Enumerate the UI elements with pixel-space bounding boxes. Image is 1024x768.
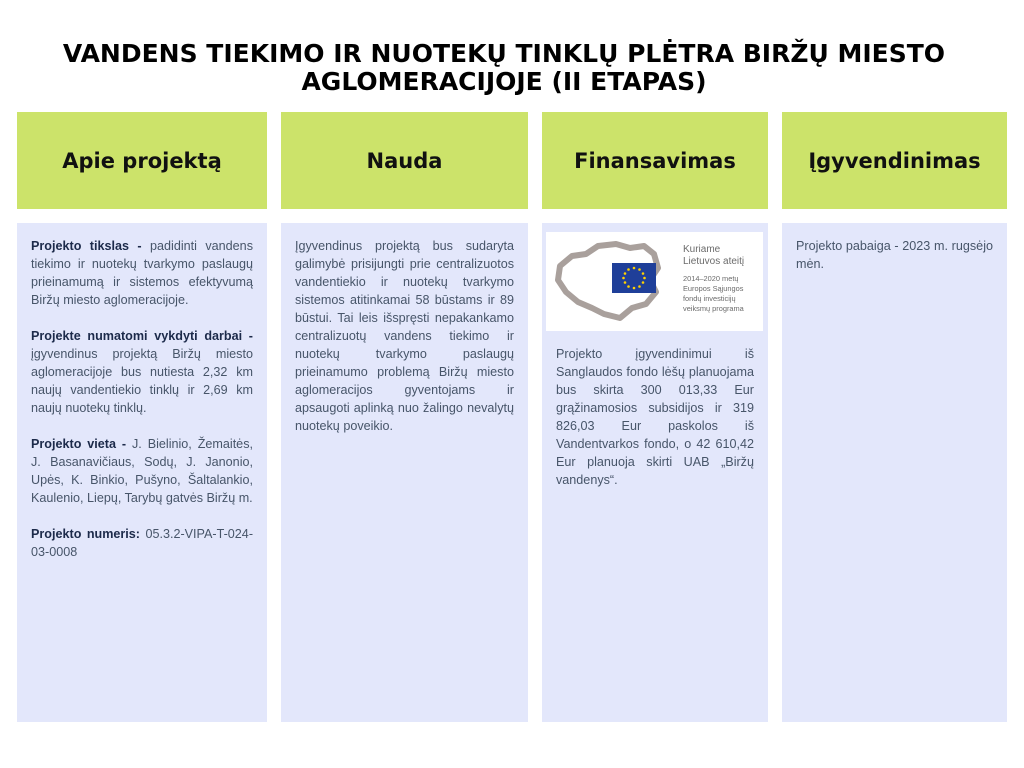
eu-funds-logo-text (683, 244, 744, 314)
project-number-paragraph (31, 525, 253, 561)
project-goal-label: Projekto tikslas - (31, 239, 142, 253)
project-works-paragraph (31, 327, 253, 417)
logo-line3: 2014–2020 metų (683, 274, 739, 283)
project-location-paragraph (31, 435, 253, 507)
project-works-text: įgyvendinus projektą Biržų miesto aglomeracijoje bus nutiesta 2,32 km naujų vandentiekio tinklų ir 2,69 km naujų nuotekų tinklų. (31, 347, 253, 415)
logo-line2: Lietuvos ateitį (683, 256, 745, 267)
column-header-financing (542, 112, 768, 209)
project-location-label: Projekto vieta - (31, 437, 127, 451)
page-title-line1: VANDENS TIEKIMO IR NUOTEKŲ TINKLŲ PLĖTRA BIRŽŲ MIESTO (62, 39, 946, 68)
column-body-implementation (782, 223, 1007, 722)
project-number-label: Projekto numeris: (31, 527, 141, 541)
logo-line5: fondų investicijų (683, 294, 736, 303)
eu-flag-lithuania-map-icon (546, 232, 676, 331)
page-title-line2: AGLOMERACIJOJE (II ETAPAS) (301, 67, 707, 96)
column-header-about-label: Apie projektą (62, 148, 222, 173)
page-title (0, 40, 1008, 96)
column-body-financing (542, 223, 768, 722)
project-number-text: 05.3.2-VIPA-T-024-03-0008 (31, 527, 254, 559)
project-works-label: Projekte numatomi vykdyti darbai - (31, 329, 253, 343)
column-body-benefit (281, 223, 528, 722)
column-header-financing-label: Finansavimas (574, 148, 736, 173)
logo-line4: Europos Sąjungos (683, 284, 744, 293)
column-header-implementation-label: Įgyvendinimas (808, 148, 981, 173)
column-header-implementation (782, 112, 1007, 209)
project-location-text: J. Bielinio, Žemaitės, J. Basanavičiaus, Sodų, J. Janonio, Upės, K. Binkio, Pušyno, Šaltalankio, Kaulenio, Liepų, Tarybų gatvės Biržų m. (31, 437, 253, 505)
benefit-paragraph: Įgyvendinus projektą bus sudaryta galimybė prisijungti prie centralizuotos vandentiekio ir nuotekų tvarkymo sistemos atitinkamai 58 būstams ir 89 būstui. Tai leis išspręsti nepakankamo centralizuotų vandens tiekimo ir nuotekų tvarkymo paslaugų prieinamumo problemą Biržų miesto aglomeracijos gyventojams ir apsaugoti aplinką nuo žalingo nevalytų nuotekų poveikio. (295, 239, 514, 433)
column-header-about (17, 112, 267, 209)
project-goal-paragraph (31, 237, 253, 309)
logo-line6: veiksmų programa (683, 304, 744, 313)
project-goal-text: padidinti vandens tiekimo ir nuotekų tvarkymo paslaugų prieinamumą ir sistemos efektyvumą Biržų miesto aglomeracijoje. (31, 239, 253, 307)
financing-paragraph: Projekto įgyvendinimui iš Sanglaudos fondo lėšų planuojama bus skirta 300 013,33 Eur grąžinamosios subsidijos ir 319 826,03 Eur paskolos iš Vandentvarkos fondo, o 42 610,42 Eur planuoja skirti UAB „Biržų vandenys“. (556, 347, 754, 487)
column-header-benefit-label: Nauda (366, 148, 443, 173)
eu-funds-logo (546, 232, 763, 331)
column-body-about (17, 223, 267, 722)
logo-line1: Kuriame (683, 244, 721, 255)
column-header-benefit (281, 112, 528, 209)
implementation-paragraph: Projekto pabaiga - 2023 m. rugsėjo mėn. (796, 239, 993, 271)
